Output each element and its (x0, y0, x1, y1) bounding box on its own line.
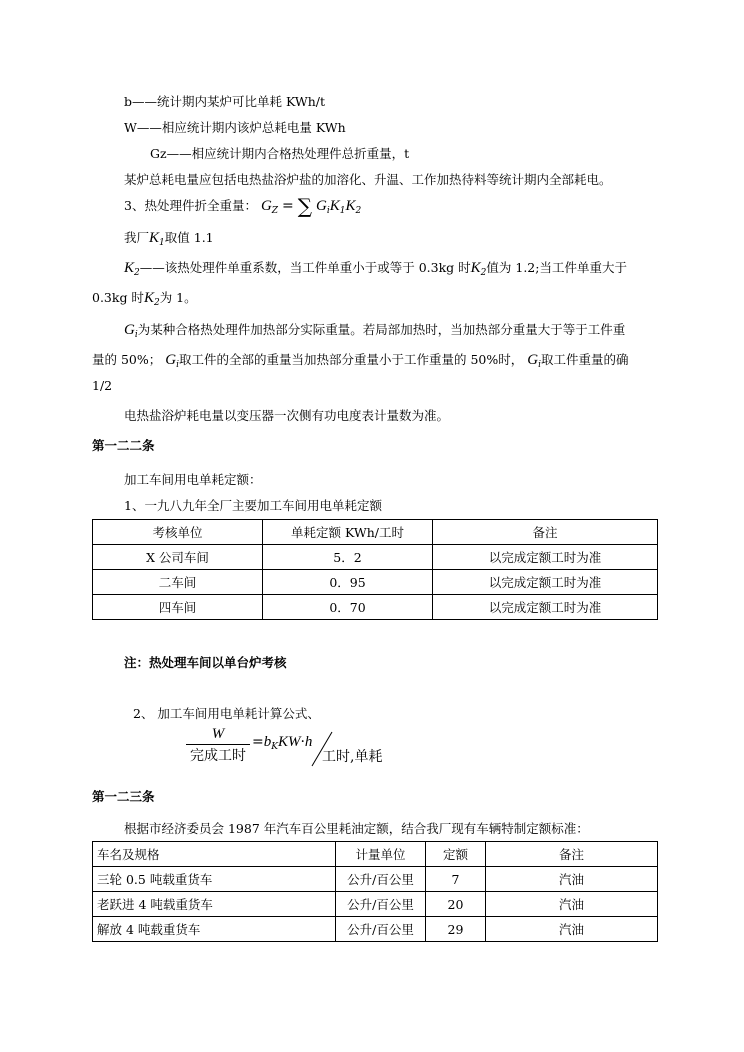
table-row (93, 892, 658, 917)
table-cell: 汽油 (486, 892, 658, 917)
table-cell: 20 (426, 892, 486, 917)
table-row (93, 545, 658, 570)
table-cell: X 公司车间 (93, 545, 263, 570)
power-quota-table (92, 519, 658, 620)
table-header-cell: 备注 (433, 520, 658, 545)
table-cell: 解放 4 吨载重货车 (93, 917, 336, 942)
table-row (93, 867, 658, 892)
k1-line: 我厂$K_1$取值 1.1 (124, 230, 214, 248)
table-cell: 以完成定额工时为准 (433, 545, 658, 570)
calc-denominator: 完成工时 (190, 748, 246, 764)
calc-numerator: W (211, 726, 225, 742)
table-cell: 0．70 (263, 595, 433, 620)
table-header-cell: 考核单位 (93, 520, 263, 545)
table-cell: 以完成定额工时为准 (433, 570, 658, 595)
gz-formula: $G_Z$ = ∑ $G_iK_1K_2$ (260, 194, 362, 218)
calc-rhs: $=b_KKW\cdot h$ (252, 734, 313, 752)
calc-fraction (186, 726, 250, 765)
heat-treatment-note: 注：热处理车间以单台炉考核 (124, 655, 287, 670)
gi-line-2: 量的 50%； $G_i$取工件的全部的重量当加热部分重量小于工作重量的 50%时， $G_i$取工件重量的确 (92, 352, 629, 370)
meter-note: 电热盐浴炉耗电量以变压器一次侧有功电度表计量数为准。 (124, 408, 450, 423)
table-header-cell: 计量单位 (336, 842, 426, 867)
table-cell: 公升/百公里 (336, 867, 426, 892)
section-122-intro: 加工车间用电单耗定额： (124, 472, 262, 487)
gi-line-3: 1/2 (92, 378, 113, 393)
table-cell: 公升/百公里 (336, 917, 426, 942)
section-122-sub2: 2、 加工车间用电单耗计算公式、 (133, 706, 320, 721)
section-123-intro: 根据市经济委员会 1987 年汽车百公里耗油定额，结合我厂现有车辆特制定额标准： (124, 821, 589, 836)
table-cell: 三轮 0.5 吨载重货车 (93, 867, 336, 892)
table-cell: 7 (426, 867, 486, 892)
table-row (93, 595, 658, 620)
table-cell: 老跃进 4 吨载重货车 (93, 892, 336, 917)
calc-unit: 工时,单耗 (322, 749, 383, 765)
table-cell: 29 (426, 917, 486, 942)
item3-prefix: 3、热处理件折全重量： (124, 198, 257, 213)
table-header-cell: 定额 (426, 842, 486, 867)
table-cell: 汽油 (486, 917, 658, 942)
gi-line-1: $G_i$为某种合格热处理件加热部分实际重量。若局部加热时，当加热部分重量大于等于工件重 (124, 322, 626, 340)
fuel-quota-table (92, 841, 658, 942)
table-cell: 以完成定额工时为准 (433, 595, 658, 620)
table-cell: 四车间 (93, 595, 263, 620)
table-header-row (93, 842, 658, 867)
total-power-note: 某炉总耗电量应包括电热盐浴炉盐的加溶化、升温、工作加热待料等统计期内全部耗电。 (124, 172, 612, 187)
k2-line: $K_2——$该热处理件单重系数，当工件单重小于或等于 0.3kg 时$K_2$值为 1.2;当工件单重大于 (124, 260, 627, 278)
table-header-cell: 车名及规格 (93, 842, 336, 867)
w-definition: W——相应统计期内该炉总耗电量 KWh (124, 120, 346, 135)
table-header-cell: 单耗定额 KWh/工时 (263, 520, 433, 545)
gz-definition: Gz——相应统计期内合格热处理件总折重量，t (150, 146, 410, 161)
table-cell: 0．95 (263, 570, 433, 595)
table-cell: 二车间 (93, 570, 263, 595)
k2-line-cont: 0.3kg 时$K_2$为 1。 (92, 290, 197, 308)
table-row (93, 917, 658, 942)
table-row (93, 570, 658, 595)
table-header-row (93, 520, 658, 545)
table-cell: 5．2 (263, 545, 433, 570)
section-122-heading: 第一二二条 (92, 438, 155, 453)
table-cell: 公升/百公里 (336, 892, 426, 917)
table-cell: 汽油 (486, 867, 658, 892)
section-123-heading: 第一二三条 (92, 789, 155, 804)
table-header-cell: 备注 (486, 842, 658, 867)
item3-line (124, 194, 361, 218)
b-definition: b——统计期内某炉可比单耗 KWh/t (124, 94, 326, 109)
section-122-sub1: 1、一九八九年全厂主要加工车间用电单耗定额 (124, 498, 382, 513)
